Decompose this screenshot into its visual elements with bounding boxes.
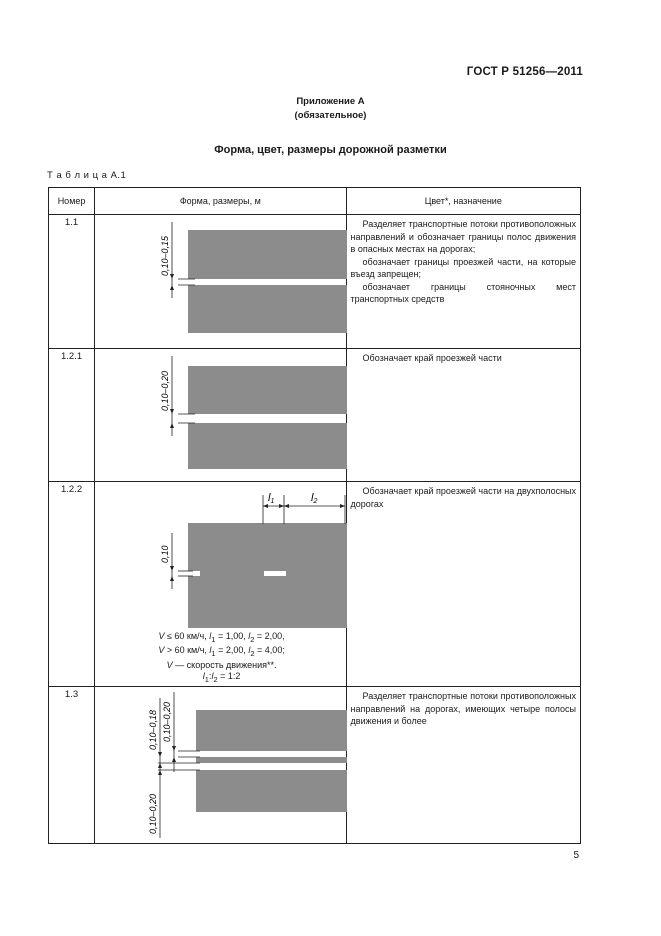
dim-width-label: 0,10–0,20 — [160, 370, 171, 411]
dim-width-label: 0,10–0,15 — [160, 235, 171, 276]
dim-arrow — [170, 274, 174, 279]
l2-label: l2 — [311, 492, 318, 505]
dim-width-label: 0,10 — [160, 545, 171, 563]
appendix-heading — [0, 95, 661, 123]
table-header-row — [49, 188, 581, 215]
header-number: Номер — [49, 188, 95, 215]
description-line: обозначает границы стояночных мест транспортных средств — [350, 281, 576, 304]
dim-arrow — [284, 504, 289, 508]
row-number: 1.2.2 — [49, 482, 95, 687]
dim-width-label: 0,10–0,18 — [148, 709, 159, 750]
row-number: 1.3 — [49, 687, 95, 844]
dim-arrow — [170, 576, 174, 581]
dim-arrow — [170, 423, 174, 428]
marking-1-3-figure — [96, 688, 347, 842]
speed-note-line: V > 60 км/ч, $l_1 = 2,00$, $l_2 = 4,00$; — [158, 645, 285, 659]
dim-arrow — [158, 752, 162, 757]
row-figure — [95, 349, 346, 482]
description-line: Разделяет транспортные потоки противоположных направлений на дорогах, имеющих четыре полосы движения и более — [350, 691, 576, 726]
dim-arrow — [340, 504, 345, 508]
appendix-title: Приложение А — [296, 96, 365, 107]
table-caption: Т а б л и ц а А.1 — [47, 170, 127, 181]
row-description — [346, 349, 580, 482]
road-surface-right — [196, 770, 347, 812]
l1-label: l1 — [268, 492, 275, 505]
dim-arrow — [279, 504, 284, 508]
dim-width-label: 0,10–0,20 — [148, 793, 159, 834]
road-surface-middle — [196, 757, 347, 763]
road-surface-left — [188, 366, 347, 414]
speed-note-line: V ≤ 60 км/ч, $l_1 = 1,00$, $l_2 = 2,00$, — [158, 631, 285, 644]
road-surface-right — [188, 285, 347, 333]
marking-table — [48, 187, 581, 844]
road-surface-left — [196, 710, 347, 751]
section-title: Форма, цвет, размеры дорожной разметки — [214, 144, 447, 156]
dim-arrow — [172, 757, 176, 762]
dim-arrow — [172, 746, 176, 751]
speed-note-line: V — скорость движения**. — [166, 659, 277, 670]
road-surface-left — [188, 230, 347, 279]
description-line: Обозначает край проезжей части — [362, 353, 502, 363]
stripe-gap — [264, 571, 286, 576]
page-number: 5 — [573, 850, 579, 861]
table-row — [49, 215, 581, 349]
speed-note-line: $l_1:l_2$ = 1:2 — [202, 671, 241, 684]
row-description — [346, 482, 580, 687]
appendix-status: (обязательное) — [294, 110, 367, 121]
description-line: обозначает границы проезжей части, на которые въезд запрещен; — [350, 256, 576, 279]
row-figure — [95, 215, 346, 349]
dim-arrow — [158, 770, 162, 775]
table-row — [49, 482, 581, 687]
table-row — [49, 687, 581, 844]
stripe-gap — [188, 571, 200, 576]
speed-notes — [96, 631, 347, 685]
marking-1-2-1-figure — [96, 350, 347, 480]
description-line: Обозначает край проезжей части на двухполосных дорогах — [350, 486, 577, 509]
dim-arrow — [158, 763, 162, 768]
header-purpose: Цвет*, назначение — [346, 188, 580, 215]
marking-1-1-figure — [96, 216, 347, 347]
road-surface-right — [188, 423, 347, 469]
row-number: 1.2.1 — [49, 349, 95, 482]
dim-width-label: 0,10–0,20 — [162, 701, 173, 742]
row-description — [346, 215, 580, 349]
standard-code: ГОСТ Р 51256—2011 — [466, 66, 583, 78]
row-figure — [95, 482, 346, 687]
dim-arrow — [170, 409, 174, 414]
dim-arrow — [170, 285, 174, 290]
row-number: 1.1 — [49, 215, 95, 349]
description-line: Разделяет транспортные потоки противоположных направлений и обозначает границы полос движения в опасных местах на дорогах; — [350, 219, 576, 254]
table-row — [49, 349, 581, 482]
header-shape: Форма, размеры, м — [95, 188, 346, 215]
row-figure — [95, 687, 346, 844]
dim-arrow — [263, 504, 268, 508]
row-description — [346, 687, 580, 844]
dim-arrow — [170, 566, 174, 571]
